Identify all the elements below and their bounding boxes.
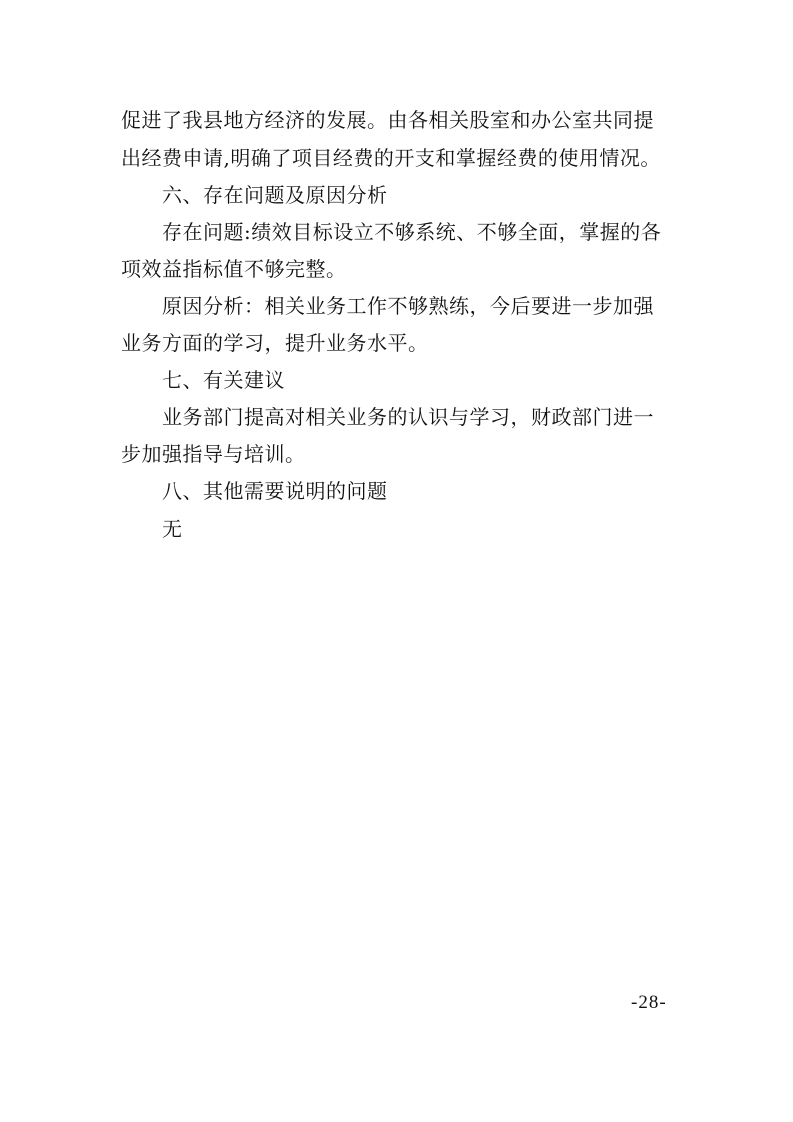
paragraph-line: 促进了我县地方经济的发展。由各相关股室和办公室共同提	[121, 108, 654, 132]
paragraph-line: 存在问题:绩效目标设立不够系统、不够全面，掌握的各	[162, 220, 662, 244]
section-heading-7: 七、有关建议	[162, 368, 285, 392]
paragraph-line: 原因分析：相关业务工作不够熟练，今后要进一步加强	[162, 294, 654, 318]
section-heading-6: 六、存在问题及原因分析	[162, 183, 388, 207]
paragraph-line: 无	[162, 517, 183, 541]
paragraph-line: 项效益指标值不够完整。	[121, 257, 347, 281]
section-heading-8: 八、其他需要说明的问题	[162, 479, 388, 503]
paragraph-line: 业务方面的学习，提升业务水平。	[121, 331, 429, 355]
paragraph-line: 步加强指导与培训。	[121, 442, 306, 466]
paragraph-line: 出经费申请,明确了项目经费的开支和掌握经费的使用情况。	[121, 146, 661, 170]
paragraph-line: 业务部门提高对相关业务的认识与学习，财政部门进一	[162, 405, 654, 429]
page-number: -28-	[631, 992, 667, 1013]
